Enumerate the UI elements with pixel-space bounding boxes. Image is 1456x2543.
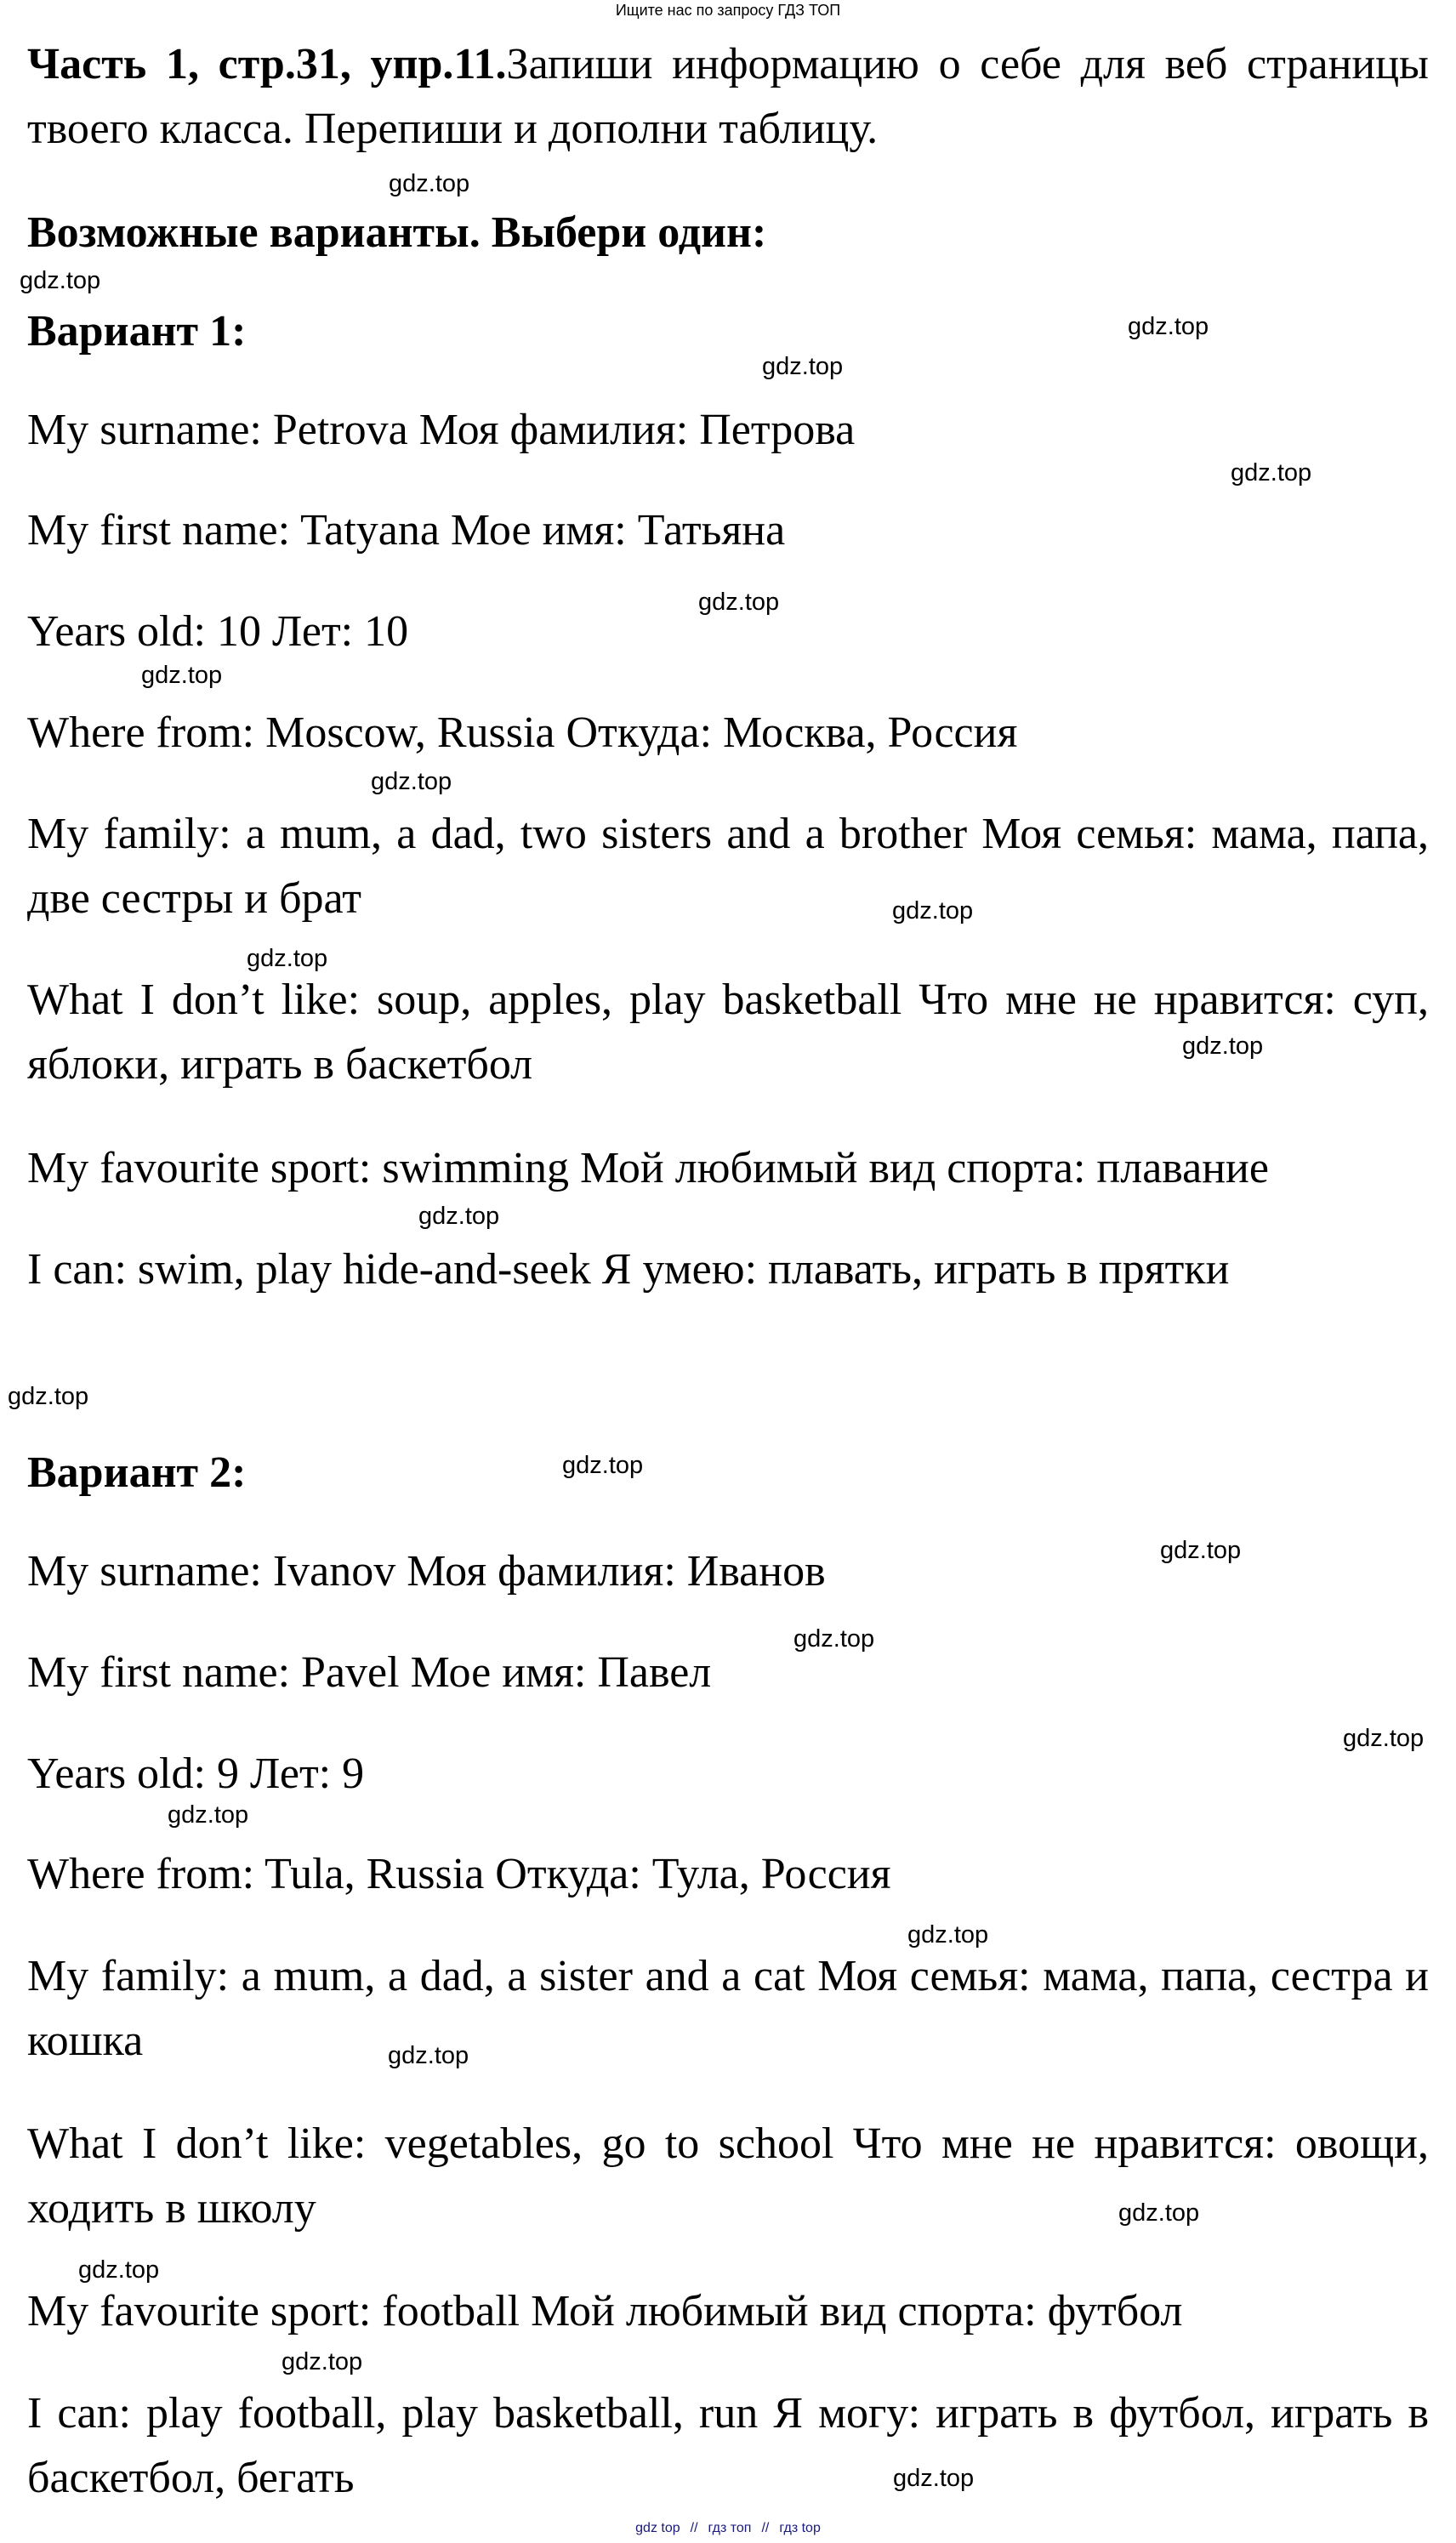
watermark: gdz.top	[168, 1801, 249, 1829]
watermark: gdz.top	[282, 2348, 363, 2375]
footer-link-gdz-top[interactable]: gdz top	[635, 2521, 680, 2535]
variant1-years-old: Years old: 10 Лет: 10	[27, 607, 409, 656]
footer-link-gdz-top-ru[interactable]: гдз топ	[708, 2521, 752, 2535]
watermark: gdz.top	[793, 1625, 875, 1653]
exercise-reference: Часть 1, стр.31, упр.11.	[27, 40, 507, 88]
subtitle: Возможные варианты. Выбери один:	[27, 208, 767, 257]
variant2-first-name: My first name: Pavel Мое имя: Павел	[27, 1648, 712, 1697]
variant1-dont-like: What I don’t like: soup, apples, play basketball Что мне не нравится: суп, яблоки, играть в баскетбол	[27, 976, 1429, 1089]
watermark: gdz.top	[562, 1452, 644, 1479]
variant1-surname: My surname: Petrova Моя фамилия: Петрова	[27, 406, 856, 454]
variant1-can: I can: swim, play hide-and-seek Я умею: плавать, играть в прятки	[27, 1245, 1230, 1294]
watermark: gdz.top	[1118, 2199, 1200, 2227]
footer-separator: //	[761, 2521, 770, 2535]
watermark: gdz.top	[8, 1383, 89, 1410]
variant2-heading: Вариант 2:	[27, 1448, 247, 1497]
watermark: gdz.top	[1160, 1537, 1242, 1564]
variant2-where-from: Where from: Tula, Russia Откуда: Тула, Россия	[27, 1850, 891, 1898]
variant1-heading: Вариант 1:	[27, 307, 247, 356]
variant2-dont-like: What I don’t like: vegetables, go to school Что мне не нравится: овощи, ходить в школу	[27, 2119, 1429, 2233]
watermark: gdz.top	[1231, 459, 1312, 486]
watermark: gdz.top	[388, 2042, 469, 2069]
watermark: gdz.top	[698, 589, 780, 616]
variant1-first-name: My first name: Tatyana Мое имя: Татьяна	[27, 506, 786, 555]
variant2-years-old: Years old: 9 Лет: 9	[27, 1749, 365, 1798]
header-notice: Ищите нас по запросу ГДЗ ТОП	[615, 2, 841, 19]
watermark: gdz.top	[389, 170, 470, 197]
watermark: gdz.top	[418, 1203, 500, 1230]
variant2-family: My family: a mum, a dad, a sister and a cat Моя семья: мама, папа, сестра и кошка	[27, 1952, 1429, 2065]
watermark: gdz.top	[371, 768, 452, 795]
watermark: gdz.top	[1128, 313, 1209, 340]
watermark: gdz.top	[247, 945, 328, 972]
watermark: gdz.top	[1182, 1033, 1264, 1060]
variant2-can: I can: play football, play basketball, run Я могу: играть в футбол, играть в баскетбол, бегать	[27, 2389, 1429, 2502]
footer-separator: //	[690, 2521, 698, 2535]
watermark: gdz.top	[762, 353, 844, 380]
variant2-surname: My surname: Ivanov Моя фамилия: Иванов	[27, 1547, 826, 1596]
watermark: gdz.top	[1343, 1725, 1425, 1752]
variant1-where-from: Where from: Moscow, Russia Откуда: Москва, Россия	[27, 708, 1018, 757]
watermark: gdz.top	[892, 897, 974, 924]
variant1-sport: My favourite sport: swimming Мой любимый вид спорта: плавание	[27, 1144, 1269, 1192]
exercise-title	[27, 32, 1429, 162]
variant1-family: My family: a mum, a dad, two sisters and a brother Моя семья: мама, папа, две сестры и брат	[27, 810, 1429, 923]
footer-links	[0, 2521, 1456, 2536]
watermark: gdz.top	[78, 2256, 160, 2284]
variant2-sport: My favourite sport: football Мой любимый вид спорта: футбол	[27, 2287, 1183, 2335]
watermark: gdz.top	[20, 267, 101, 294]
watermark: gdz.top	[893, 2465, 975, 2492]
watermark: gdz.top	[907, 1921, 989, 1948]
footer-link-gdz-top-mixed[interactable]: гдз top	[779, 2521, 821, 2535]
watermark: gdz.top	[141, 662, 223, 689]
exercise-instruction: Запиши информацию о себе для веб страницы твоего класса. Перепиши и дополни таблицу.	[27, 40, 1429, 153]
